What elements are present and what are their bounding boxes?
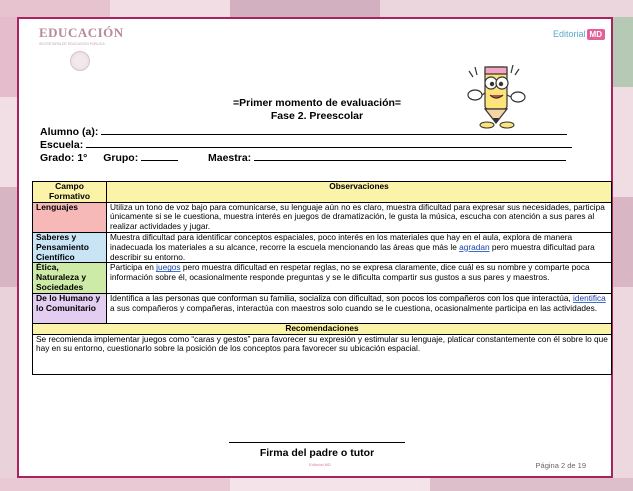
bg-tile <box>613 287 633 491</box>
alumno-label: Alumno (a): <box>40 126 99 138</box>
title-line-2: Fase 2. Preescolar <box>270 110 364 122</box>
campo-cell: De lo Humano y lo Comunitario <box>33 293 107 323</box>
bg-tile <box>0 0 110 17</box>
underlined-word: identifica <box>573 292 606 303</box>
underlined-word: agradan <box>459 241 490 252</box>
bg-tile <box>613 197 633 287</box>
education-logo <box>39 25 124 46</box>
alumno-row <box>40 125 567 138</box>
publisher-badge: MD <box>587 29 605 40</box>
header-observaciones: Observaciones <box>107 182 612 203</box>
underlined-word: juegos <box>156 262 181 273</box>
recommendations-text: Se recomienda implementar juegos como “caras y gestos” para favorecer su expresión y estimular su lenguaje, platicar constantemente con él sobre lo que hay en su entorno, cuestionarlo sobre la posición de los conceptos para favorecer su ubicación espacial. <box>33 334 612 374</box>
escuela-field[interactable] <box>86 138 572 148</box>
logo-subtitle: SECRETARÍA DE EDUCACIÓN PÚBLICA <box>39 42 105 46</box>
seal-icon <box>70 51 90 71</box>
bg-tile <box>230 478 430 491</box>
observations-table <box>32 181 612 375</box>
document-title <box>19 97 615 123</box>
escuela-label: Escuela: <box>40 139 84 151</box>
observation-cell: Utiliza un tono de voz bajo para comunicarse, su lenguaje aún no es claro, muestra dificultad para expresar sus necesidades, participa únicamente si se le cuestiona, muestra interés en juegos de dramatización, le gusta la música, escucha con atención a sus pares al realizar actividades y jugar. <box>107 202 612 232</box>
campo-cell: Saberes y Pensamiento Científico <box>33 232 107 262</box>
bg-tile <box>613 87 633 197</box>
header-campo: Campo Formativo <box>33 182 107 203</box>
title-line-1: =Primer momento de evaluación= <box>232 97 402 109</box>
document-page <box>17 17 613 478</box>
bg-tile <box>110 0 230 17</box>
recommendations-row <box>33 334 612 374</box>
footer-logo: Editorial MD <box>309 462 331 467</box>
observation-cell <box>107 293 612 323</box>
table-row <box>33 263 612 293</box>
recommendations-header-row <box>33 323 612 334</box>
observation-cell <box>107 263 612 293</box>
bg-tile <box>430 478 633 491</box>
observation-text: Muestra dificultad para identificar conceptos espaciales, poco interés en los materiales que hay en el aula, explora de manera inadecuada los materiales a su alcance, recorre la escuela mencionando las áreas que más le <box>110 231 573 252</box>
recommendations-header: Recomendaciones <box>33 323 612 334</box>
signature-label: Firma del padre o tutor <box>259 447 375 459</box>
grupo-field[interactable] <box>141 151 178 161</box>
grado-row <box>40 151 566 164</box>
bg-tile <box>0 478 230 491</box>
observation-cell <box>107 232 612 262</box>
bg-tile <box>0 187 17 287</box>
campo-cell: Ética, Naturaleza y Sociedades <box>33 263 107 293</box>
signature-line <box>229 442 405 443</box>
bg-tile <box>230 0 380 17</box>
publisher-logo <box>553 29 605 40</box>
bg-tile <box>613 17 633 87</box>
maestra-label: Maestra: <box>207 152 252 164</box>
escuela-row <box>40 138 572 151</box>
observation-text: pero muestra dificultad para describir su entorno. <box>110 241 595 262</box>
observation-text: pero muestra dificultad en respetar reglas, no se expresa claramente, dice cuál es su nombre y comparte poca información sobre él, ocasionalmente responde preguntas y se le dificulta compartir sus gustos a sus pares y maestros. <box>110 262 590 283</box>
observation-text: a sus compañeros y compañeras, interactúa con maestros solo cuando se le cuestiona, ocasionalmente participa en las actividades. <box>110 302 598 313</box>
bg-tile <box>0 17 17 97</box>
page-number: Página 2 de 19 <box>535 461 586 470</box>
grado-label: Grado: 1° <box>40 152 88 164</box>
bg-tile <box>380 0 633 17</box>
table-header-row <box>33 182 612 203</box>
campo-cell: Lenguajes <box>33 202 107 232</box>
table-row <box>33 293 612 323</box>
logo-title: EDUCACIÓN <box>39 25 124 40</box>
observation-text: Identifica a las personas que conforman su familia, socializa con dificultad, son pocos los compañeros con los que interactúa, <box>110 292 574 303</box>
maestra-field[interactable] <box>254 151 566 161</box>
grupo-label: Grupo: <box>103 152 139 164</box>
bg-tile <box>0 287 17 491</box>
observation-text: Participa en <box>110 262 157 273</box>
publisher-name: Editorial <box>553 29 586 39</box>
table-row <box>33 202 612 232</box>
table-row <box>33 232 612 262</box>
bg-tile <box>0 97 17 187</box>
alumno-field[interactable] <box>101 125 567 135</box>
